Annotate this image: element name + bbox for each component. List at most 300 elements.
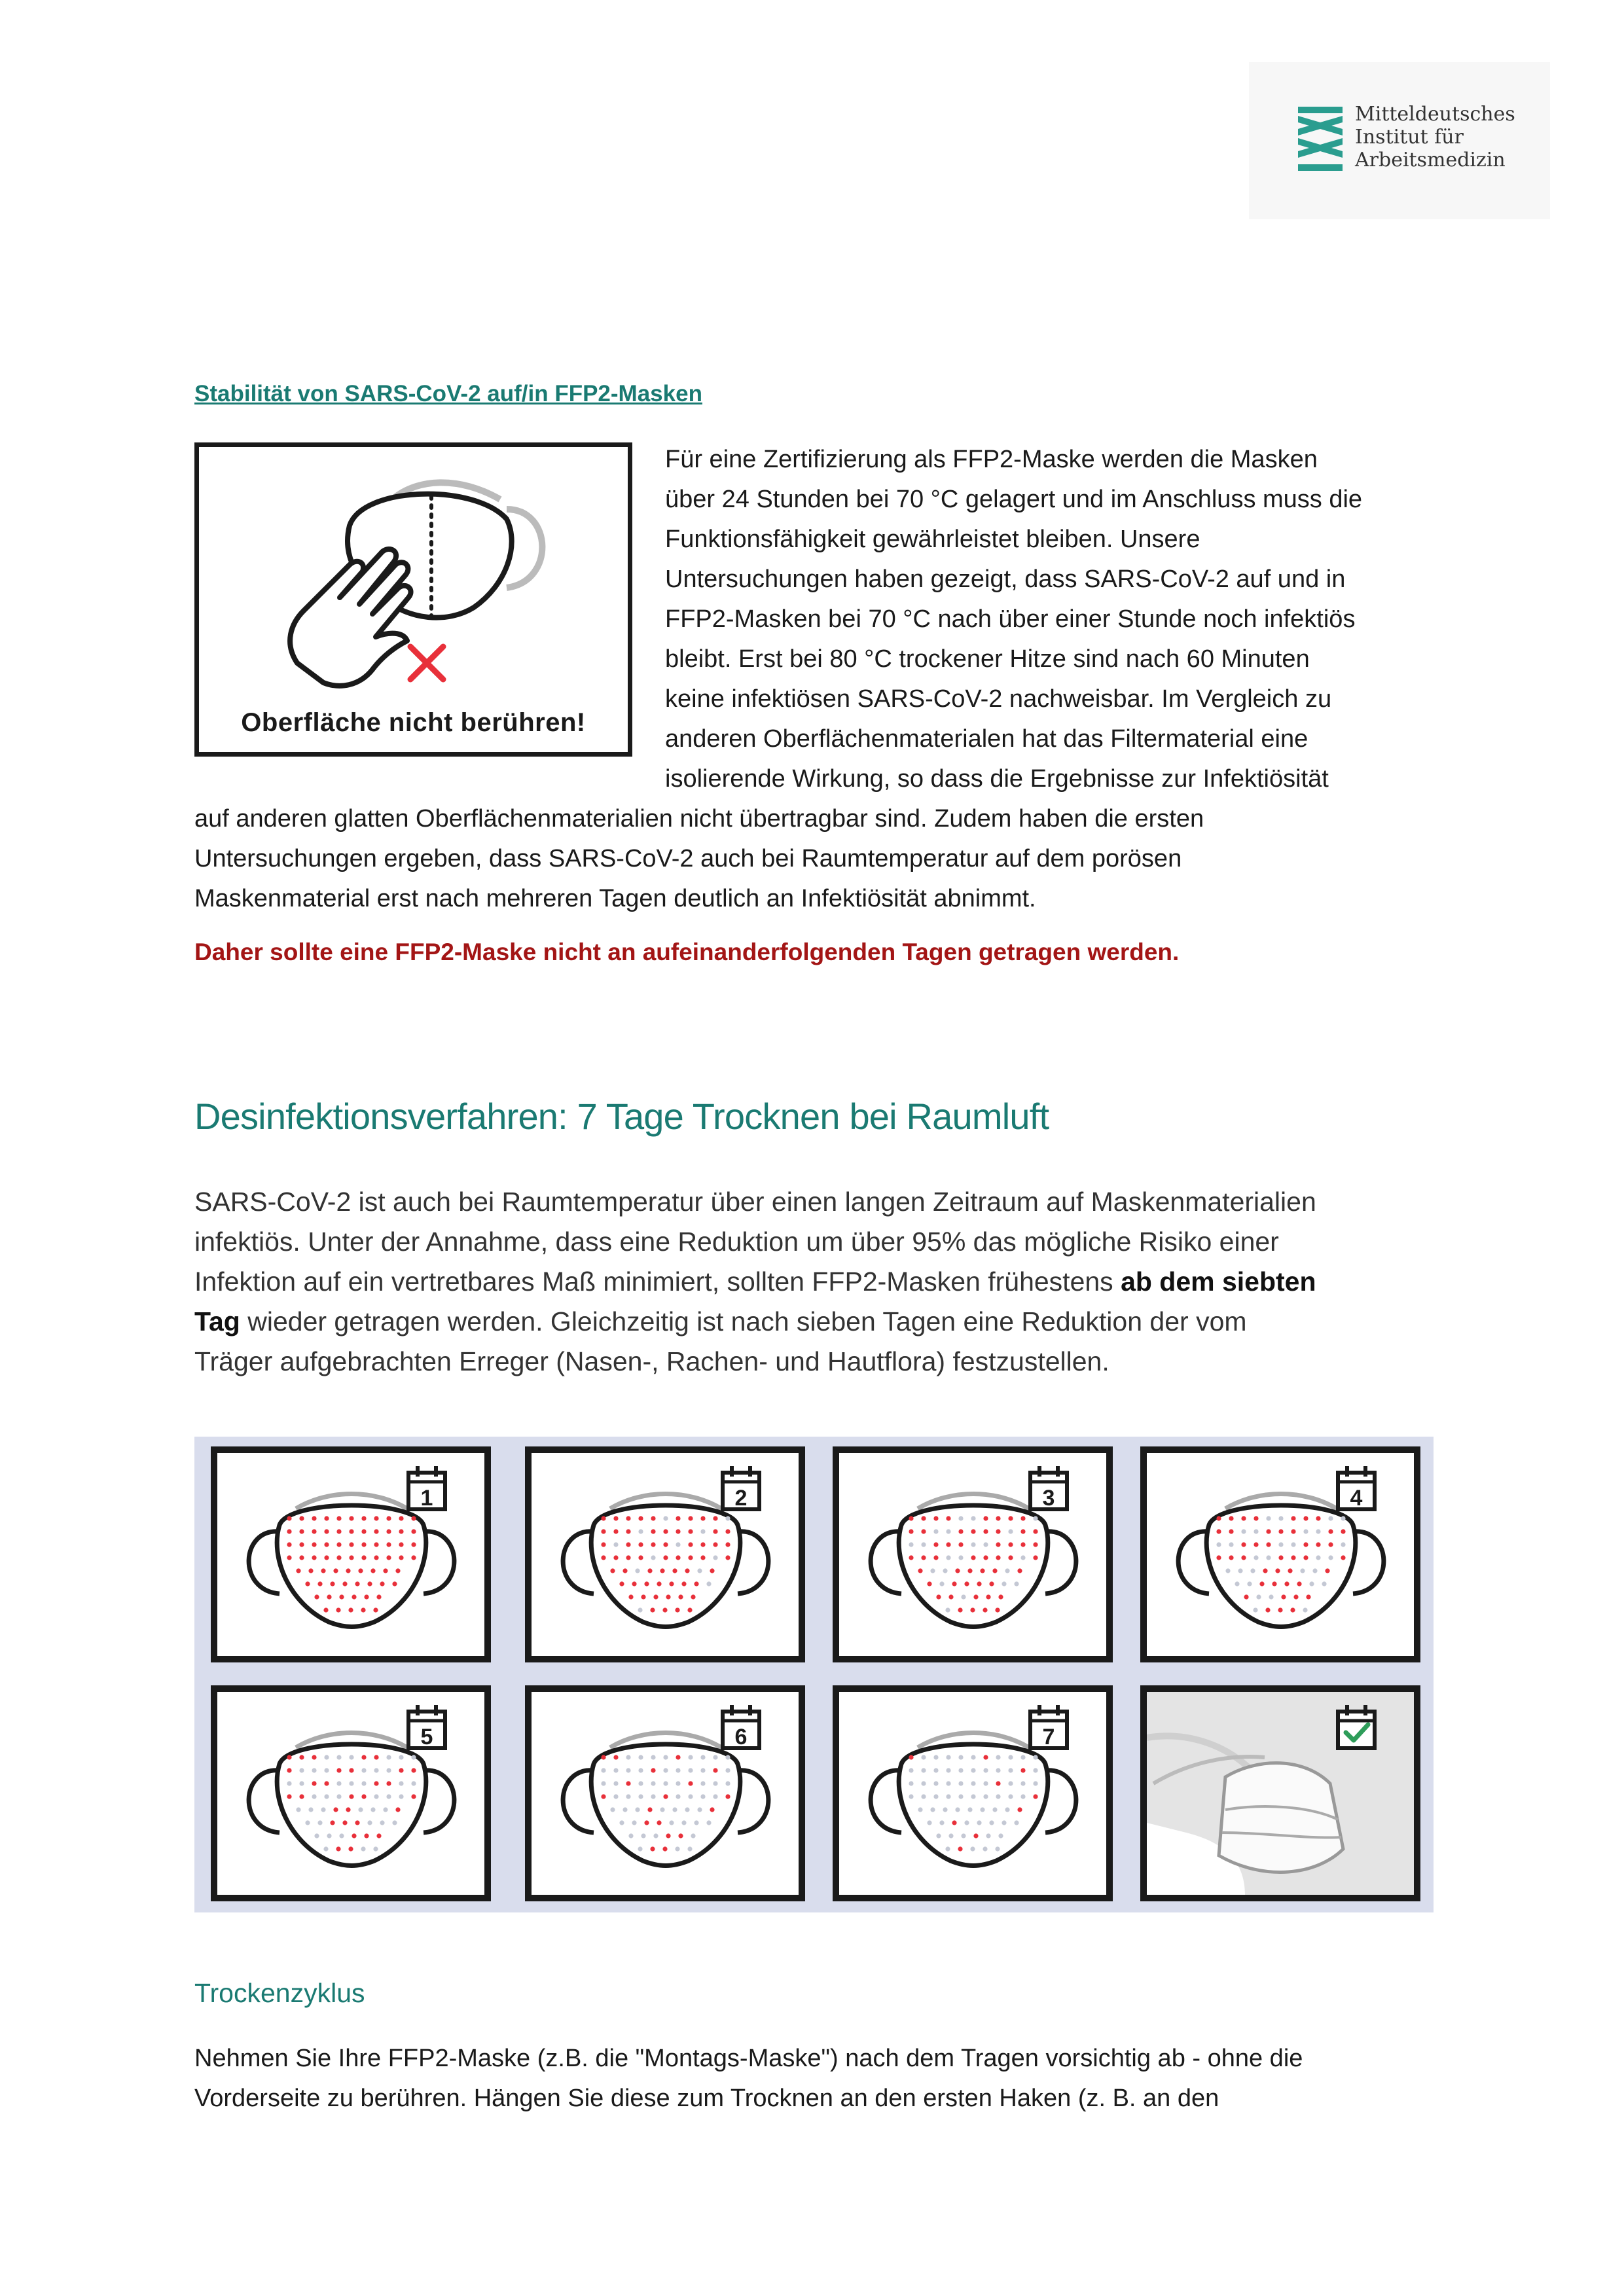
red-dot <box>662 1846 667 1851</box>
red-dot <box>713 1516 717 1520</box>
day-number: 6 <box>734 1725 748 1749</box>
red-dot <box>361 1542 366 1547</box>
red-dot <box>1265 1607 1270 1612</box>
red-dot <box>348 1846 353 1851</box>
grey-dot <box>663 1755 668 1759</box>
grey-dot <box>706 1820 711 1825</box>
red-dot <box>1020 1529 1025 1534</box>
red-dot <box>1291 1516 1295 1520</box>
red-dot <box>1278 1529 1283 1534</box>
red-dot <box>367 1581 372 1586</box>
grey-dot <box>370 1807 375 1812</box>
grey-dot <box>638 1529 643 1534</box>
calendar-icon <box>1338 1466 1375 1511</box>
grey-dot <box>1033 1755 1038 1759</box>
red-dot <box>336 1555 341 1560</box>
grey-dot <box>358 1807 363 1812</box>
grey-dot <box>697 1568 702 1573</box>
grey-dot <box>921 1542 926 1547</box>
mask-icon <box>839 1453 1106 1656</box>
grey-dot <box>638 1846 642 1851</box>
grey-dot <box>909 1794 913 1799</box>
grey-dot <box>958 1516 963 1520</box>
grey-dot <box>296 1807 300 1812</box>
grey-dot <box>909 1768 913 1772</box>
grey-dot <box>918 1807 922 1812</box>
red-dot <box>361 1607 365 1612</box>
grey-dot <box>958 1555 963 1560</box>
red-dot <box>355 1581 359 1586</box>
red-dot <box>1303 1516 1308 1520</box>
red-dot <box>626 1555 630 1560</box>
grey-dot <box>1256 1594 1261 1599</box>
red-dot <box>650 1607 655 1612</box>
para-line <box>194 1302 1316 1342</box>
red-dot <box>952 1820 956 1825</box>
red-dot <box>336 1516 341 1520</box>
calendar-icon <box>1030 1466 1067 1511</box>
para-text: wieder getragen werden. Gleichzeitig ist nach sieben Tagen eine Reduktion der vom <box>240 1306 1247 1336</box>
red-dot <box>983 1516 988 1520</box>
grey-dot <box>669 1820 674 1825</box>
red-dot <box>1328 1529 1333 1534</box>
disinfection-paragraph <box>194 1182 1316 1382</box>
red-dot <box>921 1516 926 1520</box>
grey-dot <box>308 1807 313 1812</box>
red-dot <box>996 1555 1000 1560</box>
grey-dot <box>601 1781 605 1785</box>
grey-dot <box>1254 1555 1258 1560</box>
red-dot <box>312 1542 316 1547</box>
grey-dot <box>638 1755 643 1759</box>
red-dot <box>958 1542 963 1547</box>
grey-dot <box>996 1755 1000 1759</box>
red-dot <box>374 1781 378 1785</box>
logo-mark-icon <box>1298 107 1343 175</box>
red-dot <box>651 1542 655 1547</box>
red-dot <box>349 1794 353 1799</box>
red-dot <box>346 1807 350 1812</box>
red-dot <box>1020 1542 1025 1547</box>
grey-dot <box>1008 1768 1013 1772</box>
grey-dot <box>361 1781 366 1785</box>
red-dot <box>324 1542 329 1547</box>
red-dot <box>688 1542 693 1547</box>
grey-dot <box>955 1807 960 1812</box>
day-number: 5 <box>420 1725 433 1749</box>
para-line: Für eine Zertifizierung als FFP2-Maske werden die Masken <box>665 446 1318 473</box>
red-dot <box>380 1581 384 1586</box>
red-dot <box>619 1581 624 1586</box>
red-dot <box>958 1529 963 1534</box>
grey-dot <box>324 1794 329 1799</box>
red-dot <box>1008 1542 1013 1547</box>
grey-dot <box>628 1833 633 1838</box>
grey-dot <box>399 1794 403 1799</box>
red-dot <box>374 1555 378 1560</box>
red-dot <box>1290 1607 1295 1612</box>
grey-dot <box>1020 1794 1025 1799</box>
red-dot <box>1284 1581 1289 1586</box>
red-dot <box>641 1594 645 1599</box>
grey-dot <box>1216 1542 1221 1547</box>
red-dot <box>299 1794 304 1799</box>
grey-dot <box>626 1794 630 1799</box>
red-dot <box>1008 1555 1013 1560</box>
para-line: Nehmen Sie Ihre FFP2-Maske (z.B. die "Montags-Maske") nach dem Tragen vorsichtig ab - ohne die <box>194 2045 1303 2072</box>
red-dot <box>1033 1529 1038 1534</box>
grey-dot <box>314 1833 319 1838</box>
grey-dot <box>967 1807 972 1812</box>
red-dot <box>688 1516 693 1520</box>
red-dot <box>725 1555 730 1560</box>
red-dot <box>685 1568 689 1573</box>
grey-dot <box>1312 1568 1317 1573</box>
red-dot <box>411 1516 416 1520</box>
red-dot <box>349 1542 353 1547</box>
red-dot <box>644 1581 649 1586</box>
grey-dot <box>713 1794 717 1799</box>
drying-days-illustration <box>194 1437 1434 1912</box>
red-dot <box>1316 1516 1320 1520</box>
grey-dot <box>386 1755 391 1759</box>
para-line: isolierende Wirkung, so dass die Ergebnisse zur Infektiösität <box>665 765 1329 793</box>
grey-dot <box>1001 1820 1006 1825</box>
red-dot <box>983 1607 987 1612</box>
red-dot <box>1033 1542 1038 1547</box>
red-dot <box>638 1555 643 1560</box>
grey-dot <box>945 1607 950 1612</box>
para-line: FFP2-Masken bei 70 °C nach über einer Stunde noch infektiös <box>665 605 1356 633</box>
grey-dot <box>1303 1607 1307 1612</box>
red-dot <box>626 1781 630 1785</box>
grey-dot <box>700 1529 705 1534</box>
grey-dot <box>287 1781 291 1785</box>
red-dot <box>411 1794 416 1799</box>
grey-dot <box>1229 1542 1233 1547</box>
red-dot <box>933 1542 938 1547</box>
red-dot <box>312 1516 316 1520</box>
red-dot <box>312 1529 316 1534</box>
red-dot <box>996 1781 1000 1785</box>
red-dot <box>349 1529 353 1534</box>
stability-paragraph-full <box>194 799 1204 919</box>
red-dot <box>676 1516 680 1520</box>
red-dot <box>1244 1594 1248 1599</box>
red-dot <box>336 1846 340 1851</box>
grey-dot <box>626 1755 630 1759</box>
red-dot <box>1303 1542 1308 1547</box>
red-dot <box>921 1555 926 1560</box>
day-card-2 <box>525 1446 805 1662</box>
red-dot <box>971 1529 975 1534</box>
grey-dot <box>977 1820 981 1825</box>
red-dot <box>666 1594 670 1599</box>
grey-dot <box>725 1516 730 1520</box>
red-dot <box>980 1568 984 1573</box>
red-dot <box>973 1594 978 1599</box>
grey-dot <box>619 1820 624 1825</box>
grey-dot <box>1008 1529 1013 1534</box>
grey-dot <box>983 1542 988 1547</box>
red-dot <box>355 1820 359 1825</box>
red-dot <box>374 1542 378 1547</box>
red-dot <box>324 1781 329 1785</box>
grey-dot <box>1303 1529 1308 1534</box>
grey-dot <box>660 1807 664 1812</box>
grey-dot <box>933 1529 938 1534</box>
red-dot <box>287 1542 291 1547</box>
red-dot <box>657 1581 661 1586</box>
grey-dot <box>635 1807 640 1812</box>
red-dot <box>676 1755 680 1759</box>
red-dot <box>626 1516 630 1520</box>
grey-dot <box>998 1833 1003 1838</box>
drying-cycle-paragraph <box>194 2039 1303 2119</box>
grey-dot <box>641 1833 645 1838</box>
red-dot <box>1020 1516 1025 1520</box>
grey-dot <box>676 1794 680 1799</box>
grey-dot <box>1020 1555 1025 1560</box>
grey-dot <box>324 1755 329 1759</box>
red-dot <box>958 1846 962 1851</box>
grey-dot <box>1225 1568 1230 1573</box>
mask-icon <box>217 1692 484 1895</box>
red-dot <box>352 1833 356 1838</box>
grey-dot <box>961 1594 965 1599</box>
red-dot <box>324 1516 329 1520</box>
calendar-icon <box>1030 1705 1067 1749</box>
red-dot <box>342 1581 347 1586</box>
red-dot <box>647 1807 652 1812</box>
para-line: über 24 Stunden bei 70 °C gelagert und im Anschluss muss die <box>665 486 1363 513</box>
day-card-6 <box>525 1685 805 1901</box>
grey-dot <box>961 1833 965 1838</box>
grey-dot <box>713 1555 717 1560</box>
grey-dot <box>681 1820 686 1825</box>
grey-dot <box>691 1833 695 1838</box>
red-dot <box>971 1555 975 1560</box>
red-dot <box>996 1529 1000 1534</box>
grey-dot <box>943 1568 947 1573</box>
grey-dot <box>383 1807 388 1812</box>
grey-dot <box>939 1581 944 1586</box>
red-dot <box>392 1581 397 1586</box>
grey-dot <box>946 1755 950 1759</box>
grey-dot <box>921 1781 926 1785</box>
red-dot <box>349 1768 353 1772</box>
grey-dot <box>946 1768 950 1772</box>
grey-dot <box>909 1781 913 1785</box>
red-dot <box>995 1607 1000 1612</box>
red-dot <box>632 1581 636 1586</box>
red-dot <box>1263 1568 1267 1573</box>
grey-dot <box>1005 1807 1009 1812</box>
red-dot <box>330 1581 334 1586</box>
red-dot <box>321 1568 325 1573</box>
day-number: 1 <box>420 1486 433 1511</box>
day-number: 3 <box>1042 1486 1055 1511</box>
grey-dot <box>939 1820 944 1825</box>
red-dot <box>333 1568 338 1573</box>
day-card-7 <box>833 1685 1113 1901</box>
grey-dot <box>380 1820 384 1825</box>
para-line: Träger aufgebrachten Erreger (Nasen-, Rachen- und Hautflora) festzustellen. <box>194 1346 1110 1376</box>
calendar-check-icon <box>1338 1705 1375 1748</box>
para-line: keine infektiösen SARS-CoV-2 nachweisbar. Im Vergleich zu <box>665 685 1332 713</box>
para-text: Infektion auf ein vertretbares Maß minimiert, sollten FFP2-Masken frühestens <box>194 1266 1121 1297</box>
grey-dot <box>1300 1568 1305 1573</box>
red-dot <box>623 1568 627 1573</box>
red-dot <box>1241 1542 1246 1547</box>
red-dot <box>983 1529 988 1534</box>
red-dot <box>287 1555 291 1560</box>
red-dot <box>663 1529 668 1534</box>
para-line <box>194 1262 1316 1302</box>
grey-dot <box>1020 1755 1025 1759</box>
calendar-icon <box>408 1705 445 1749</box>
section-heading-disinfection: Desinfektionsverfahren: 7 Tage Trocknen bei Raumluft <box>194 1096 1049 1137</box>
red-dot <box>299 1542 304 1547</box>
red-dot <box>323 1607 328 1612</box>
grey-dot <box>632 1820 636 1825</box>
day-card-5 <box>211 1685 491 1901</box>
red-dot <box>411 1529 416 1534</box>
red-dot <box>713 1542 717 1547</box>
red-dot <box>317 1581 322 1586</box>
grey-dot <box>995 1846 1000 1851</box>
red-dot <box>601 1516 605 1520</box>
red-dot <box>628 1594 633 1599</box>
grey-dot <box>1241 1529 1246 1534</box>
red-dot <box>675 1607 679 1612</box>
grey-dot <box>921 1794 926 1799</box>
grey-dot <box>930 1568 935 1573</box>
red-dot <box>1316 1542 1320 1547</box>
grey-dot <box>685 1807 689 1812</box>
grey-dot <box>411 1755 416 1759</box>
red-dot <box>1017 1807 1022 1812</box>
red-dot <box>1229 1555 1233 1560</box>
red-dot <box>1216 1529 1221 1534</box>
red-dot <box>676 1529 680 1534</box>
red-dot <box>287 1516 291 1520</box>
red-dot <box>958 1607 962 1612</box>
grey-dot <box>983 1768 988 1772</box>
red-dot <box>998 1594 1003 1599</box>
ready-to-wear-card <box>1140 1685 1420 1901</box>
red-dot <box>936 1594 941 1599</box>
grey-dot <box>1266 1516 1271 1520</box>
red-dot <box>651 1768 655 1772</box>
red-dot <box>336 1542 341 1547</box>
red-dot <box>386 1542 391 1547</box>
red-dot <box>411 1542 416 1547</box>
grey-dot <box>651 1794 655 1799</box>
red-dot <box>383 1568 388 1573</box>
red-dot <box>909 1516 913 1520</box>
red-dot <box>1008 1516 1013 1520</box>
red-dot <box>1291 1555 1295 1560</box>
red-dot <box>626 1529 630 1534</box>
red-dot <box>1325 1568 1329 1573</box>
red-dot <box>700 1555 705 1560</box>
para-line: anderen Oberflächenmaterialen hat das Filtermaterial eine <box>665 725 1308 753</box>
grey-dot <box>700 1794 705 1799</box>
grey-dot <box>986 1833 990 1838</box>
grey-dot <box>713 1781 717 1785</box>
red-dot <box>1341 1555 1345 1560</box>
grey-dot <box>1014 1581 1019 1586</box>
stability-paragraph-wrapped <box>665 440 1362 799</box>
day-card-3 <box>833 1446 1113 1662</box>
red-dot <box>1291 1529 1295 1534</box>
section-heading-stability: Stabilität von SARS-CoV-2 auf/in FFP2-Masken <box>194 381 702 406</box>
red-dot <box>977 1581 981 1586</box>
red-dot <box>361 1794 366 1799</box>
grey-dot <box>613 1768 618 1772</box>
red-dot <box>663 1794 668 1799</box>
grey-dot <box>946 1781 950 1785</box>
red-dot <box>339 1594 344 1599</box>
red-dot <box>399 1542 403 1547</box>
grey-dot <box>1033 1516 1038 1520</box>
red-dot <box>653 1594 658 1599</box>
grey-dot <box>336 1755 341 1759</box>
warning-text: Daher sollte eine FFP2-Maske nicht an aufeinanderfolgenden Tagen getragen werden. <box>194 939 1180 965</box>
para-line: Vorderseite zu berühren. Hängen Sie diese zum Trocknen an den ersten Haken (z. B. an den <box>194 2085 1219 2112</box>
red-dot <box>955 1568 960 1573</box>
red-dot <box>933 1516 938 1520</box>
red-dot <box>333 1807 338 1812</box>
red-dot <box>1275 1568 1280 1573</box>
grey-dot <box>1033 1781 1038 1785</box>
red-dot <box>399 1768 403 1772</box>
red-dot <box>657 1820 661 1825</box>
grey-dot <box>321 1807 325 1812</box>
red-dot <box>946 1542 950 1547</box>
grey-dot <box>971 1794 975 1799</box>
grey-dot <box>992 1807 997 1812</box>
para-line: bleibt. Erst bei 80 °C trockener Hitze sind nach 60 Minuten <box>665 645 1310 673</box>
red-dot <box>613 1755 618 1759</box>
grey-dot <box>1014 1820 1019 1825</box>
grey-dot <box>1253 1607 1257 1612</box>
grey-dot <box>688 1768 693 1772</box>
grey-dot <box>361 1846 365 1851</box>
red-dot <box>1278 1607 1282 1612</box>
grey-dot <box>312 1768 316 1772</box>
grey-dot <box>638 1607 642 1612</box>
grey-dot <box>936 1833 941 1838</box>
para-line: Funktionsfähigkeit gewährleistet bleiben. Unsere <box>665 526 1200 553</box>
red-dot <box>1297 1581 1301 1586</box>
para-line: Untersuchungen haben gezeigt, dass SARS-CoV-2 auf und in <box>665 565 1346 593</box>
logo-text <box>1355 103 1515 171</box>
red-dot <box>918 1568 922 1573</box>
grey-dot <box>970 1846 975 1851</box>
red-dot <box>370 1568 375 1573</box>
red-dot <box>1229 1529 1233 1534</box>
grey-dot <box>1033 1768 1038 1772</box>
grey-dot <box>663 1768 668 1772</box>
red-dot <box>663 1542 668 1547</box>
red-dot <box>725 1794 730 1799</box>
red-dot <box>399 1555 403 1560</box>
red-dot <box>336 1768 341 1772</box>
grey-dot <box>299 1781 304 1785</box>
red-dot <box>666 1833 670 1838</box>
